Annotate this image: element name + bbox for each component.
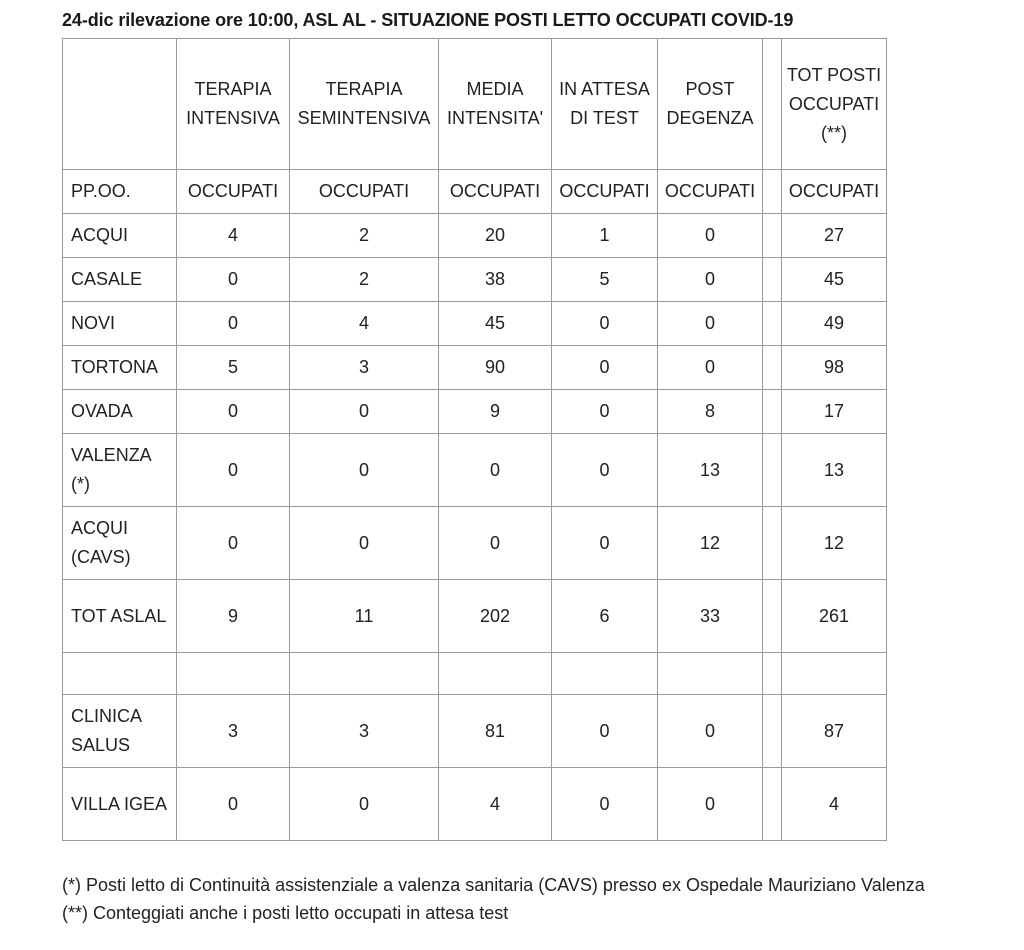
value-cell: 3	[177, 695, 290, 768]
gap-cell	[763, 170, 782, 214]
value-cell: 0	[658, 214, 763, 258]
value-cell: 9	[439, 390, 552, 434]
value-cell: 0	[290, 768, 439, 841]
table-row	[63, 390, 887, 434]
beds-table	[62, 38, 887, 841]
table-row	[63, 214, 887, 258]
value-cell: 12	[782, 507, 887, 580]
value-cell: 17	[782, 390, 887, 434]
value-cell: 0	[552, 390, 658, 434]
value-cell: 45	[439, 302, 552, 346]
gap-cell	[763, 507, 782, 580]
value-cell: 202	[439, 580, 552, 653]
value-cell: 0	[290, 507, 439, 580]
gap-cell	[763, 214, 782, 258]
value-cell: 3	[290, 695, 439, 768]
facility-name: TOT ASLAL	[63, 580, 177, 653]
header-label: MEDIA INTENSITA'	[446, 79, 544, 128]
table-row	[63, 258, 887, 302]
gap-cell	[763, 695, 782, 768]
value-cell: 27	[782, 214, 887, 258]
column-header	[290, 39, 439, 170]
value-cell: 13	[782, 434, 887, 507]
table-row	[63, 302, 887, 346]
table-row	[63, 346, 887, 390]
header-label: TERAPIA SEMINTENSIVA	[297, 79, 431, 128]
empty-cell	[290, 653, 439, 695]
value-cell: 0	[177, 768, 290, 841]
header-empty-cell	[63, 39, 177, 170]
header-row	[63, 39, 887, 170]
value-cell: 38	[439, 258, 552, 302]
value-cell: 0	[658, 768, 763, 841]
value-cell: 0	[290, 434, 439, 507]
facility-name: OVADA	[63, 390, 177, 434]
value-cell: 0	[177, 258, 290, 302]
empty-cell	[439, 653, 552, 695]
subheader-cell: OCCUPATI	[782, 170, 887, 214]
gap-cell	[763, 39, 782, 170]
value-cell: 0	[177, 390, 290, 434]
value-cell: 0	[658, 695, 763, 768]
value-cell: 0	[439, 434, 552, 507]
table-row	[63, 434, 887, 507]
column-header	[552, 39, 658, 170]
subheader-label: PP.OO.	[63, 170, 177, 214]
value-cell: 0	[290, 390, 439, 434]
value-cell: 0	[177, 507, 290, 580]
header-label: IN ATTESA DI TEST	[559, 79, 650, 128]
subheader-cell: OCCUPATI	[658, 170, 763, 214]
page-title: 24-dic rilevazione ore 10:00, ASL AL - SITUAZIONE POSTI LETTO OCCUPATI COVID-19	[62, 10, 794, 30]
value-cell: 2	[290, 258, 439, 302]
gap-cell	[763, 390, 782, 434]
value-cell: 5	[177, 346, 290, 390]
gap-cell	[763, 434, 782, 507]
value-cell: 0	[658, 258, 763, 302]
facility-name: ACQUI	[63, 214, 177, 258]
column-header	[439, 39, 552, 170]
value-cell: 0	[658, 346, 763, 390]
table-row	[63, 507, 887, 580]
value-cell: 0	[552, 346, 658, 390]
gap-cell	[763, 346, 782, 390]
gap-cell	[763, 258, 782, 302]
facility-name: CASALE	[63, 258, 177, 302]
value-cell: 0	[552, 434, 658, 507]
subheader-cell: OCCUPATI	[552, 170, 658, 214]
value-cell: 0	[177, 302, 290, 346]
footnote-test: (**) Conteggiati anche i posti letto occupati in attesa test	[62, 903, 509, 923]
value-cell: 0	[658, 302, 763, 346]
subheader-row	[63, 170, 887, 214]
value-cell: 0	[552, 695, 658, 768]
column-header	[177, 39, 290, 170]
gap-cell	[763, 653, 782, 695]
table-row	[63, 695, 887, 768]
value-cell: 4	[177, 214, 290, 258]
facility-name: CLINICA SALUS	[63, 695, 177, 768]
separator-row	[63, 653, 887, 695]
facility-name: VILLA IGEA	[63, 768, 177, 841]
value-cell: 261	[782, 580, 887, 653]
value-cell: 98	[782, 346, 887, 390]
empty-cell	[552, 653, 658, 695]
header-label: POST DEGENZA	[666, 79, 754, 128]
empty-cell	[658, 653, 763, 695]
value-cell: 11	[290, 580, 439, 653]
value-cell: 1	[552, 214, 658, 258]
value-cell: 4	[782, 768, 887, 841]
value-cell: 3	[290, 346, 439, 390]
empty-cell	[63, 653, 177, 695]
empty-cell	[782, 653, 887, 695]
value-cell: 6	[552, 580, 658, 653]
column-header	[658, 39, 763, 170]
value-cell: 4	[290, 302, 439, 346]
value-cell: 0	[552, 302, 658, 346]
footnote-cavs: (*) Posti letto di Continuità assistenziale a valenza sanitaria (CAVS) presso ex Ospedale Mauriziano Valenza	[62, 875, 925, 895]
gap-cell	[763, 302, 782, 346]
value-cell: 2	[290, 214, 439, 258]
value-cell: 90	[439, 346, 552, 390]
facility-name: ACQUI (CAVS)	[63, 507, 177, 580]
value-cell: 0	[552, 507, 658, 580]
value-cell: 0	[177, 434, 290, 507]
value-cell: 0	[439, 507, 552, 580]
value-cell: 13	[658, 434, 763, 507]
gap-cell	[763, 580, 782, 653]
facility-name: VALENZA (*)	[63, 434, 177, 507]
value-cell: 87	[782, 695, 887, 768]
header-label: TOT POSTI OCCUPATI (**)	[786, 64, 882, 143]
empty-cell	[177, 653, 290, 695]
subheader-cell: OCCUPATI	[177, 170, 290, 214]
value-cell: 45	[782, 258, 887, 302]
value-cell: 81	[439, 695, 552, 768]
table-row	[63, 580, 887, 653]
value-cell: 4	[439, 768, 552, 841]
table-row	[63, 768, 887, 841]
value-cell: 5	[552, 258, 658, 302]
value-cell: 20	[439, 214, 552, 258]
value-cell: 9	[177, 580, 290, 653]
subheader-cell: OCCUPATI	[290, 170, 439, 214]
value-cell: 49	[782, 302, 887, 346]
facility-name: TORTONA	[63, 346, 177, 390]
value-cell: 8	[658, 390, 763, 434]
facility-name: NOVI	[63, 302, 177, 346]
column-header	[782, 39, 887, 170]
value-cell: 12	[658, 507, 763, 580]
value-cell: 0	[552, 768, 658, 841]
header-label: TERAPIA INTENSIVA	[186, 79, 280, 128]
gap-cell	[763, 768, 782, 841]
value-cell: 33	[658, 580, 763, 653]
subheader-cell: OCCUPATI	[439, 170, 552, 214]
